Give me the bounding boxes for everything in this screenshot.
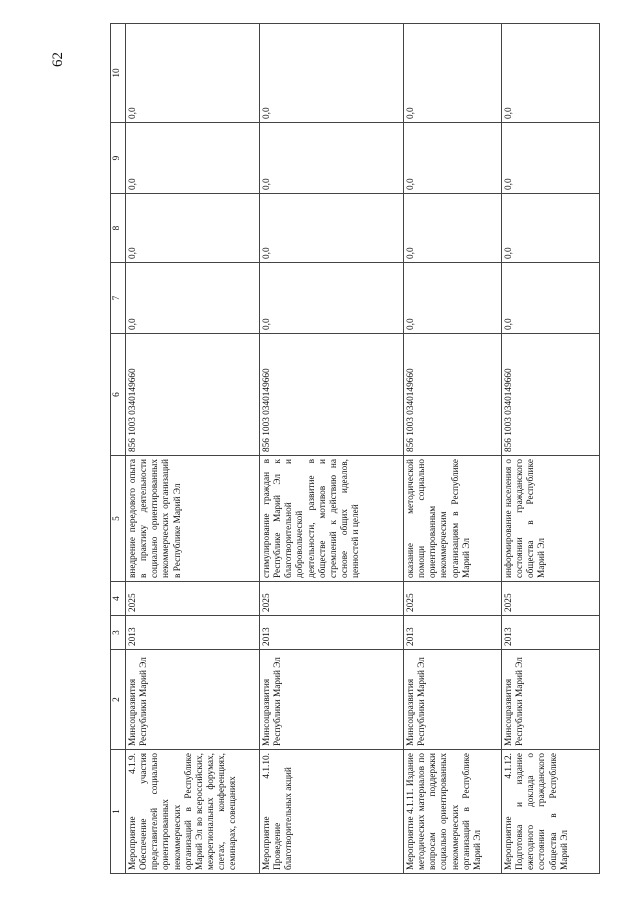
budget-code-cell: 856 1003 0340149660 — [260, 334, 404, 456]
end-year-cell: 2025 — [404, 582, 502, 616]
header-cell: 3 — [111, 616, 126, 650]
end-year-cell: 2025 — [126, 582, 260, 616]
value-cell: 0,0 — [126, 24, 260, 123]
result-cell: оказание методической помощи социально ориентированным некоммерческим организациям в Республике Марий Эл — [404, 456, 502, 582]
end-year-cell: 2025 — [260, 582, 404, 616]
value-cell: 0,0 — [126, 123, 260, 194]
end-year-cell: 2025 — [502, 582, 600, 616]
start-year-cell: 2013 — [502, 616, 600, 650]
value-cell: 0,0 — [404, 123, 502, 194]
start-year-cell: 2013 — [260, 616, 404, 650]
header-cell: 10 — [111, 24, 126, 123]
value-cell: 0,0 — [126, 263, 260, 334]
header-cell: 1 — [111, 750, 126, 874]
program-table — [110, 23, 600, 874]
value-cell: 0,0 — [404, 194, 502, 263]
value-cell: 0,0 — [260, 123, 404, 194]
executor-cell: Минсоцразвития Республики Марий Эл — [404, 650, 502, 750]
header-cell: 5 — [111, 456, 126, 582]
table-row — [260, 24, 404, 874]
value-cell: 0,0 — [502, 24, 600, 123]
header-cell: 4 — [111, 582, 126, 616]
executor-cell: Минсоцразвития Республики Марий Эл — [126, 650, 260, 750]
budget-code-cell: 856 1003 0340149660 — [404, 334, 502, 456]
value-cell: 0,0 — [260, 194, 404, 263]
value-cell: 0,0 — [260, 263, 404, 334]
start-year-cell: 2013 — [126, 616, 260, 650]
result-cell: внедрение передового опыта в практику деятельности социально ориентированных некоммерческих организаций в Республике Марий Эл — [126, 456, 260, 582]
value-cell: 0,0 — [404, 24, 502, 123]
budget-code-cell: 856 1003 0340149660 — [502, 334, 600, 456]
result-cell: стимулирование граждан в Республике Марий Эл к благотворительной и добровольческой деятельности, развитие в обществе мотивов и стремлений к действию на основе общих идеалов, ценностей и целей — [260, 456, 404, 582]
page-number: 62 — [50, 52, 66, 67]
header-cell: 7 — [111, 263, 126, 334]
header-cell: 9 — [111, 123, 126, 194]
value-cell: 0,0 — [502, 263, 600, 334]
result-cell: информирование населения о состоянии гражданского общества в Республике Марий Эл — [502, 456, 600, 582]
executor-cell: Минсоцразвития Республики Марий Эл — [502, 650, 600, 750]
budget-code-cell: 856 1003 0340149660 — [126, 334, 260, 456]
start-year-cell: 2013 — [404, 616, 502, 650]
table-row — [502, 24, 600, 874]
value-cell: 0,0 — [502, 123, 600, 194]
header-row — [111, 24, 126, 874]
header-cell: 2 — [111, 650, 126, 750]
value-cell: 0,0 — [404, 263, 502, 334]
header-cell: 6 — [111, 334, 126, 456]
header-cell: 8 — [111, 194, 126, 263]
measure-cell: Мероприятие 4.1.9. Обеспечение участия представителей социально ориентированных некоммерческих организаций в Республике Марий Эл во всероссийских, межрегиональных форумах, слетах, конференциях, семинарах, совещаниях — [126, 750, 260, 874]
measure-cell: Мероприятие 4.1.12. Подготовка и издание ежегодного доклада о состоянии гражданского общества в Республике Марий Эл — [502, 750, 600, 874]
value-cell: 0,0 — [502, 194, 600, 263]
table-row — [404, 24, 502, 874]
executor-cell: Минсоцразвития Республики Марий Эл — [260, 650, 404, 750]
value-cell: 0,0 — [260, 24, 404, 123]
table-row — [126, 24, 260, 874]
value-cell: 0,0 — [126, 194, 260, 263]
measure-cell: Мероприятие 4.1.10. Проведение благотворительных акций — [260, 750, 404, 874]
measure-cell: Мероприятие 4.1.11. Издание методических материалов по вопросам поддержки социально ориентированных некоммерческих организаций в Республике Марий Эл — [404, 750, 502, 874]
